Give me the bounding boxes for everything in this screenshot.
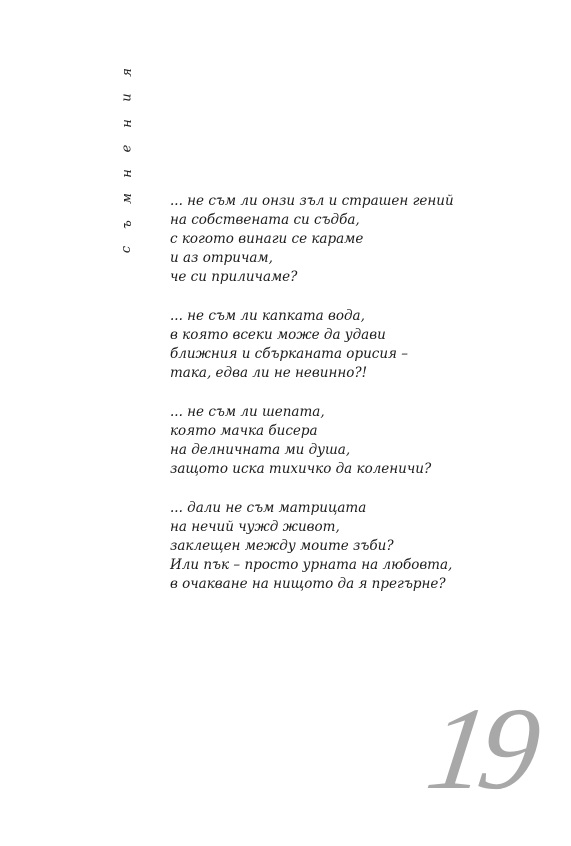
- poem-line: ближния и сбърканата орисия –: [170, 346, 409, 362]
- poem-line: на нечий чужд живот,: [170, 519, 340, 535]
- section-title-letter: и: [119, 93, 135, 102]
- poem-body: [170, 192, 550, 614]
- stanza-2: [170, 307, 550, 383]
- poem-line: Или пък – просто урната на любовта,: [170, 557, 453, 573]
- stanza-1: [170, 192, 550, 287]
- poem-line: в която всеки може да удави: [170, 327, 386, 343]
- section-title-letter: н: [119, 169, 135, 178]
- section-title-letter: с: [119, 245, 135, 254]
- section-title-letter: я: [119, 68, 135, 77]
- section-title-letter: м: [119, 193, 135, 205]
- section-title-letter: ъ: [119, 219, 135, 229]
- poem-line: защото иска тихичко да коленичи?: [170, 461, 432, 477]
- poem-line: така, едва ли не невинно?!: [170, 365, 368, 381]
- poem-line: с когото винаги се караме: [170, 231, 364, 247]
- poem-line: на делничната ми душа,: [170, 442, 351, 458]
- poem-line: и аз отричам,: [170, 250, 273, 266]
- stanza-4: [170, 499, 550, 594]
- poem-line: ... дали не съм матрицата: [170, 500, 367, 516]
- section-title-vertical: [112, 66, 142, 256]
- stanza-3: [170, 403, 550, 479]
- poem-line: че си приличаме?: [170, 269, 298, 285]
- section-title-letter: н: [119, 118, 135, 128]
- poem-line: ... не съм ли капката вода,: [170, 308, 365, 324]
- poem-line: на собствената си съдба,: [170, 212, 360, 228]
- poem-line: която мачка бисера: [170, 423, 318, 439]
- page-number: 19: [419, 683, 541, 814]
- poem-line: ... не съм ли шепата,: [170, 404, 325, 420]
- section-title-letter: е: [119, 144, 135, 153]
- poem-line: в очакване на нищото да я прегърне?: [170, 576, 446, 592]
- poem-line: заклещен между моите зъби?: [170, 538, 394, 554]
- poem-line: ... не съм ли онзи зъл и страшен гений: [170, 193, 454, 209]
